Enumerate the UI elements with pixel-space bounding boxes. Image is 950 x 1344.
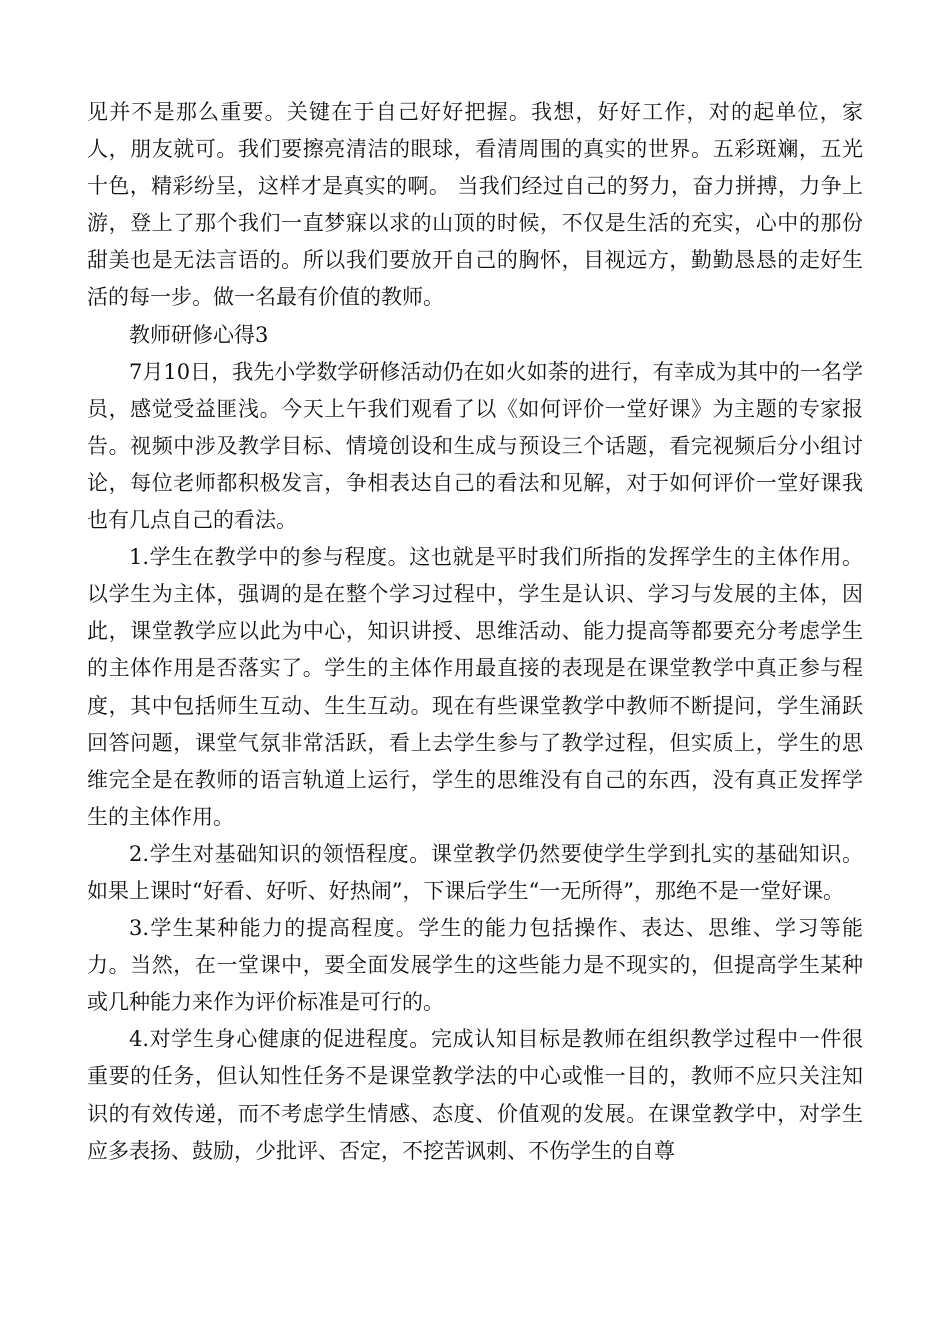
- document-page: [87, 94, 863, 1170]
- section-heading: 教师研修心得3: [129, 322, 269, 347]
- paragraph-point-4: 4.对学生身心健康的促进程度。完成认知目标是教师在组织教学过程中一件很重要的任务，但认知性任务不是课堂教学法的中心或惟一目的，教师不应只关注知识的有效传递，而不考虑学生情感、态度、价值观的发展。在课堂教学中，对学生应多表扬、鼓励，少批评、否定，不挖苦讽刺、不伤学生的自尊: [87, 1027, 863, 1163]
- paragraph-intro: 7月10日，我先小学数学研修活动仍在如火如荼的进行，有幸成为其中的一名学员，感觉受益匪浅。今天上午我们观看了以《如何评价一堂好课》为主题的专家报告。视频中涉及教学目标、情境创设和生成与预设三个话题，看完视频后分小组讨论，每位老师都积极发言，争相表达自己的看法和见解，对于如何评价一堂好课我也有几点自己的看法。: [87, 359, 863, 533]
- paragraph-point-1: 1.学生在教学中的参与程度。这也就是平时我们所指的发挥学生的主体作用。以学生为主体，强调的是在整个学习过程中，学生是认识、学习与发展的主体，因此，课堂教学应以此为中心，知识讲授、思维活动、能力提高等都要充分考虑学生的主体作用是否落实了。学生的主体作用最直接的表现是在课堂教学中真正参与程度，其中包括师生互动、生生互动。现在有些课堂教学中教师不断提问，学生涌跃回答问题，课堂气氛非常活跃，看上去学生参与了教学过程，但实质上，学生的思维完全是在教师的语言轨道上运行，学生的思维没有自己的东西，没有真正发挥学生的主体作用。: [87, 545, 863, 829]
- paragraph-continuation: 见并不是那么重要。关键在于自己好好把握。我想，好好工作，对的起单位，家人，朋友就可。我们要擦亮清洁的眼球，看清周围的真实的世界。五彩斑斓，五光十色，精彩纷呈，这样才是真实的啊。 当我们经过自己的努力，奋力拼搏，力争上游，登上了那个我们一直梦寐以求的山顶的时候，不仅是生活的充实，心中的那份甜美也是无法言语的。所以我们要放开自己的胸怀，目视远方，勤勤恳恳的走好生活的每一步。做一名最有价值的教师。: [87, 100, 863, 310]
- paragraph-point-2: 2.学生对基础知识的领悟程度。课堂教学仍然要使学生学到扎实的基础知识。如果上课时“好看、好听、好热闹”，下课后学生“一无所得”，那绝不是一堂好课。: [87, 841, 863, 903]
- paragraph-point-3: 3.学生某种能力的提高程度。学生的能力包括操作、表达、思维、学习等能力。当然，在一堂课中，要全面发展学生的这些能力是不现实的，但提高学生某种或几种能力来作为评价标准是可行的。: [87, 916, 863, 1015]
